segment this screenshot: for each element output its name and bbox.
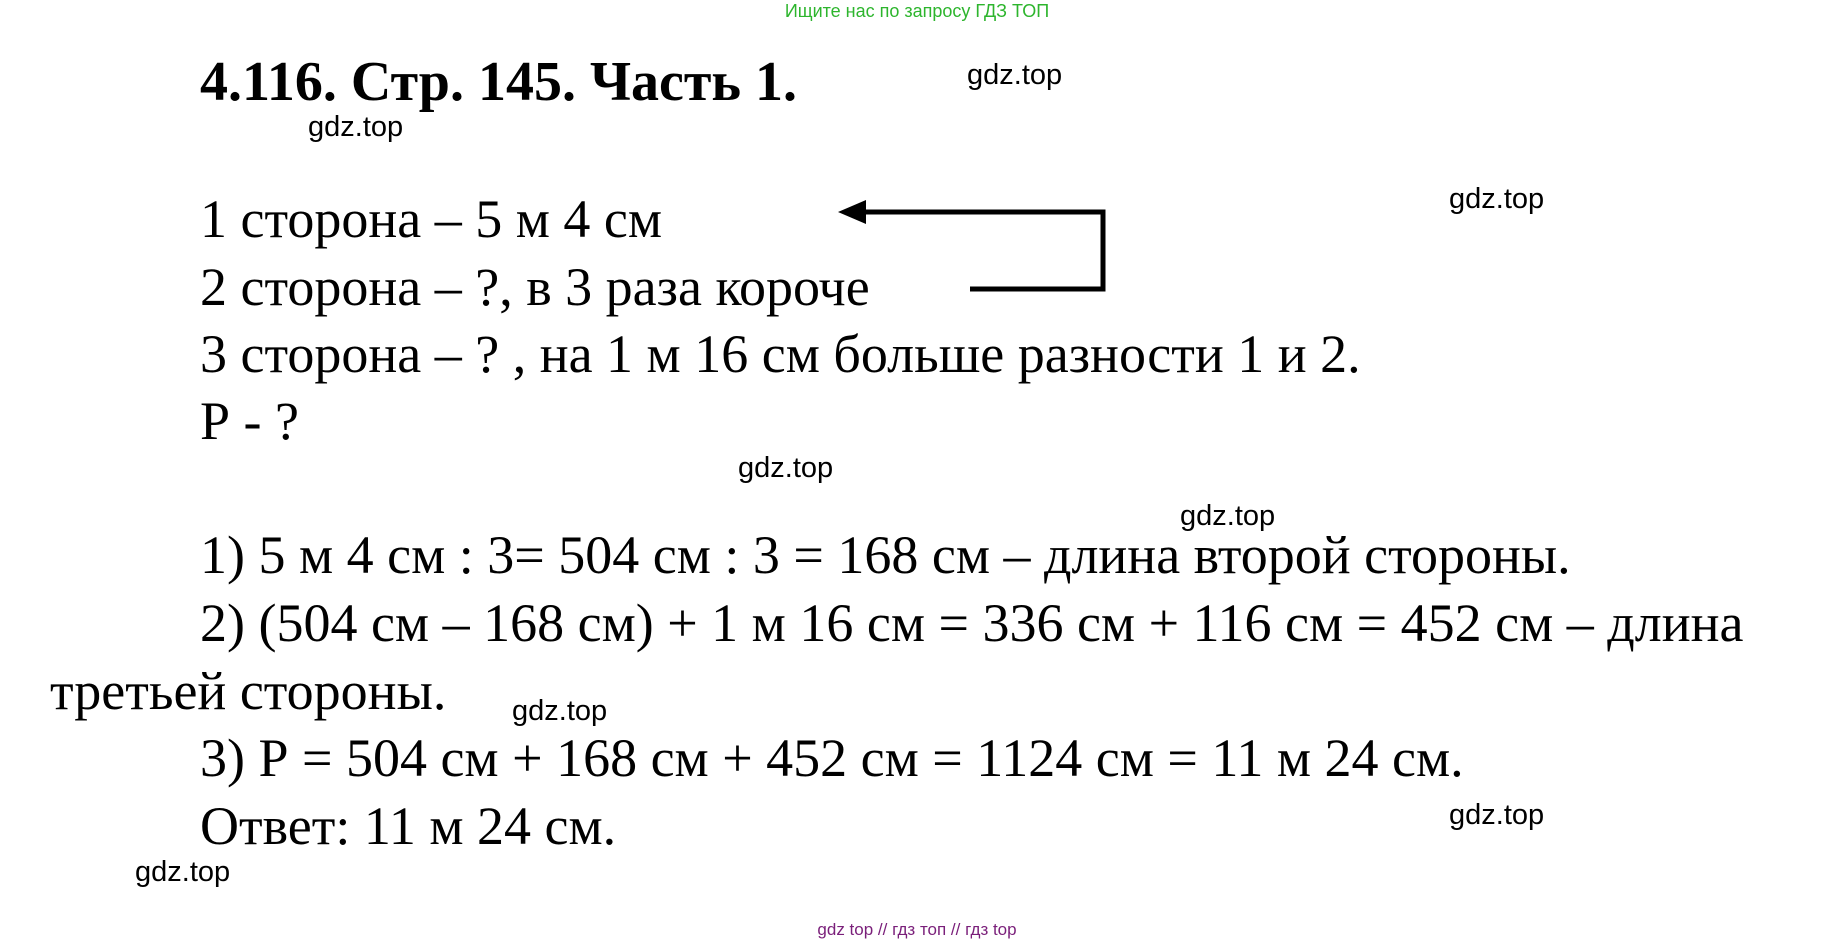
condition-line-4: Р - ? bbox=[200, 391, 299, 451]
watermark: gdz.top bbox=[512, 695, 608, 727]
condition-line-1: 1 сторона – 5 м 4 см bbox=[200, 189, 663, 249]
solution-step-3: 3) Р = 504 см + 168 см + 452 см = 1124 см = 11 м 24 см. bbox=[200, 728, 1464, 788]
watermark: gdz.top bbox=[1449, 799, 1545, 831]
watermark: gdz.top bbox=[1449, 183, 1545, 215]
solution-step-2: 2) (504 см – 168 см) + 1 м 16 см = 336 см + 116 см = 452 см – длина bbox=[200, 593, 1744, 653]
condition-line-2: 2 сторона – ?, в 3 раза короче bbox=[200, 257, 870, 317]
watermark: gdz.top bbox=[967, 59, 1063, 91]
condition-line-3: 3 сторона – ? , на 1 м 16 см больше разности 1 и 2. bbox=[200, 324, 1361, 384]
search-banner: Ищите нас по запросу ГДЗ ТОП bbox=[784, 1, 1050, 21]
footer-links: gdz top // гдз топ // гдз top bbox=[817, 920, 1017, 939]
watermark: gdz.top bbox=[738, 452, 834, 484]
watermark: gdz.top bbox=[1180, 500, 1276, 532]
answer-line: Ответ: 11 м 24 см. bbox=[200, 796, 617, 856]
watermark: gdz.top bbox=[135, 856, 231, 888]
watermark: gdz.top bbox=[308, 111, 404, 143]
solution-step-2-continued: третьей стороны. bbox=[50, 661, 447, 721]
page-title: 4.116. Стр. 145. Часть 1. bbox=[200, 51, 798, 113]
solution-step-1: 1) 5 м 4 см : 3= 504 см : 3 = 168 см – длина второй стороны. bbox=[200, 525, 1571, 585]
